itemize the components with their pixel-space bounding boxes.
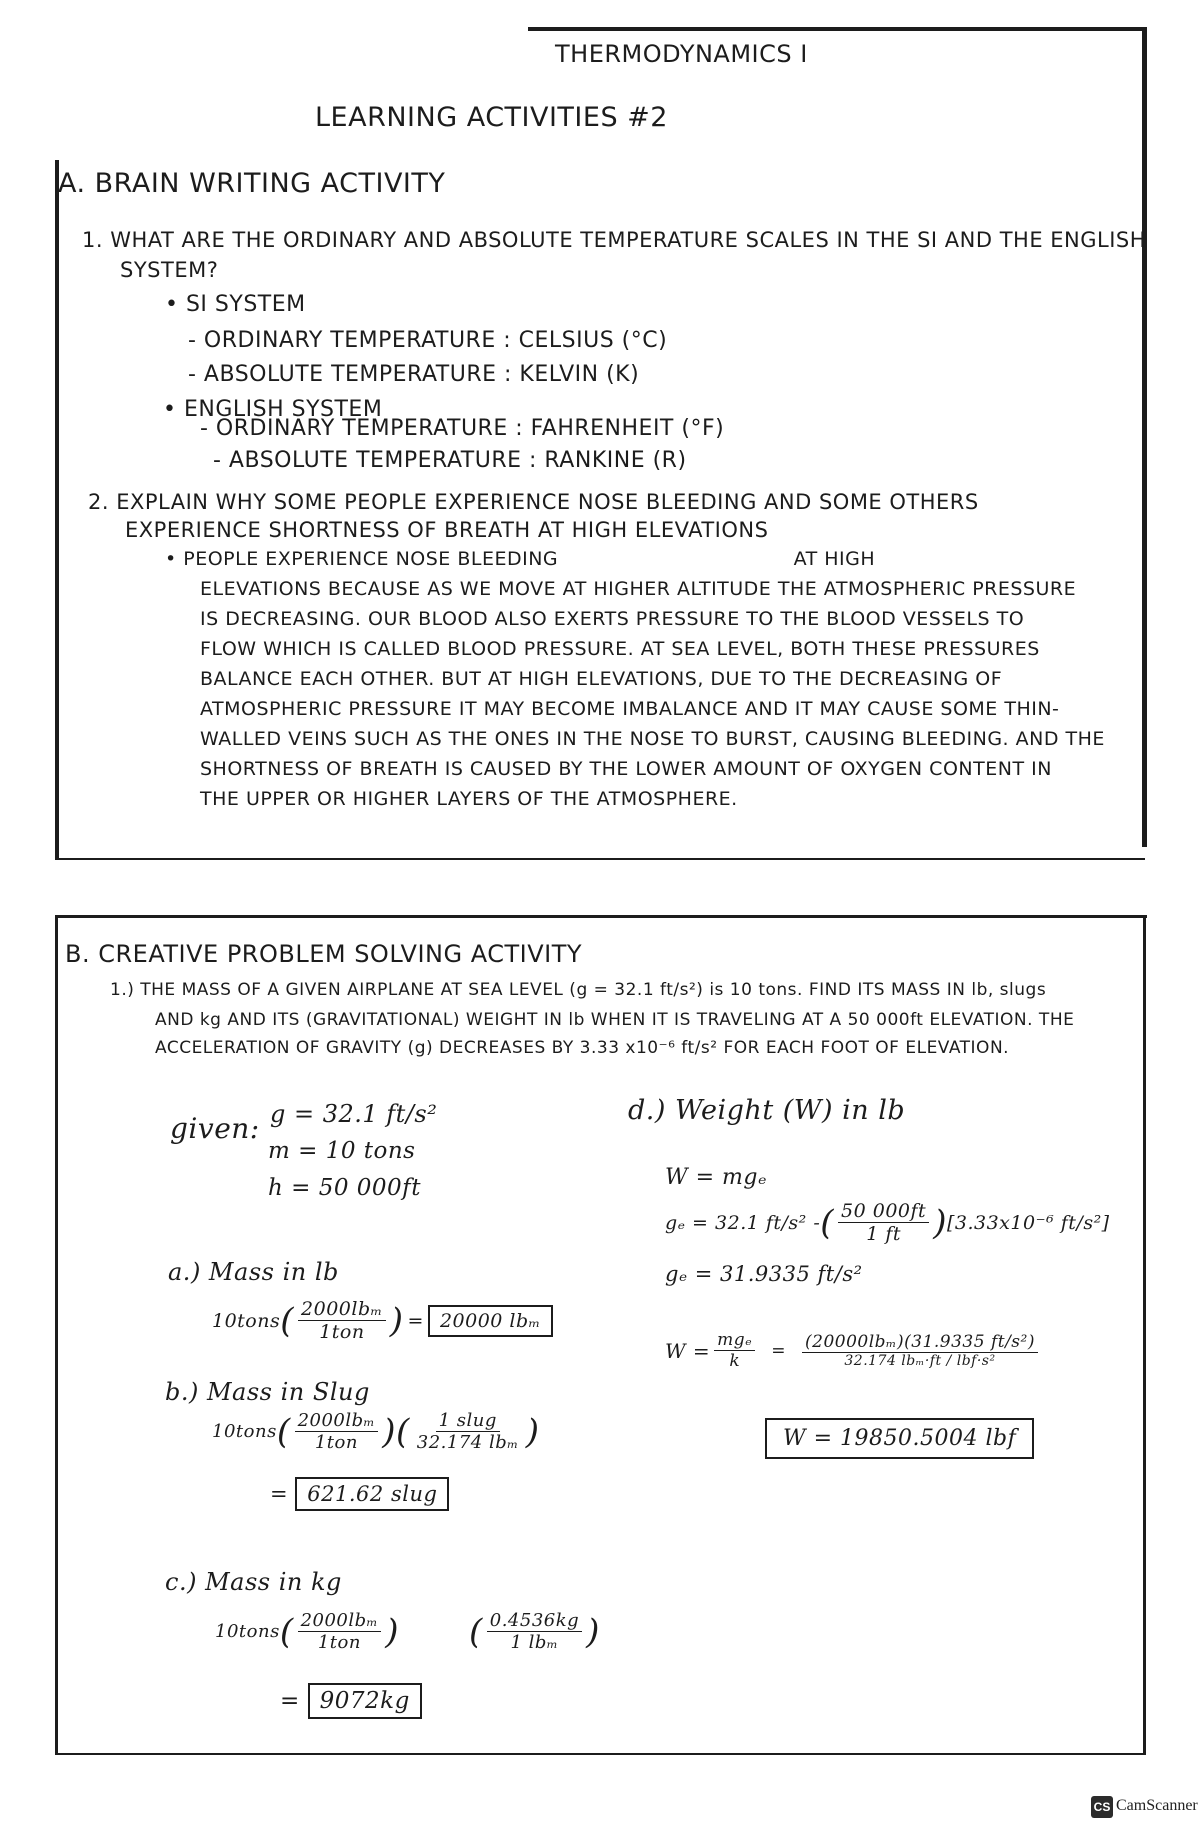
page-2-top-border: [55, 915, 1147, 918]
part-c-fraction-2: [487, 1610, 582, 1653]
paren-close: ): [385, 1611, 399, 1652]
part-a-fraction: [298, 1298, 386, 1343]
paren-close: ): [933, 1202, 947, 1243]
part-b-calculation: [212, 1410, 540, 1453]
part-a-calculation: [212, 1298, 553, 1343]
part-d-g-lead: gₑ = 32.1 ft/s² -: [665, 1211, 821, 1234]
part-c-num-1: 2000lbₘ: [298, 1610, 382, 1632]
page-1-top-border: [528, 27, 1146, 31]
part-d-w-fraction-2: [802, 1332, 1038, 1369]
part-d-gravity-result: gₑ = 31.9335 ft/s²: [665, 1262, 863, 1286]
si-system-heading: • SI SYSTEM: [165, 292, 306, 317]
part-d-answer: W = 19850.5004 lbf: [765, 1418, 1034, 1459]
part-b-num-1: 2000lbₘ: [295, 1410, 379, 1432]
english-absolute-temperature: - ABSOLUTE TEMPERATURE : RANKINE (R): [213, 448, 687, 473]
camscanner-logo: CS: [1091, 1796, 1113, 1818]
question-1-line-1: 1. WHAT ARE THE ORDINARY AND ABSOLUTE TEMPERATURE SCALES IN THE SI AND THE ENGLISH: [82, 228, 1147, 252]
course-title: THERMODYNAMICS I: [555, 40, 808, 68]
question-2-line-1: 2. EXPLAIN WHY SOME PEOPLE EXPERIENCE NOSE BLEEDING AND SOME OTHERS: [88, 490, 979, 514]
part-d-g-tail: [3.33x10⁻⁶ ft/s²]: [946, 1211, 1110, 1234]
part-b-result: [270, 1482, 449, 1506]
answer-line: ELEVATIONS BECAUSE AS WE MOVE AT HIGHER ALTITUDE THE ATMOSPHERIC PRESSURE: [200, 578, 1077, 600]
part-c-den-2: 1 lbₘ: [510, 1632, 559, 1653]
answer-line: IS DECREASING. OUR BLOOD ALSO EXERTS PRESSURE TO THE BLOOD VESSELS TO: [200, 608, 1025, 630]
part-a-num: 2000lbₘ: [298, 1298, 386, 1321]
page-1-right-border: [1142, 27, 1147, 847]
english-ordinary-temperature: - ORDINARY TEMPERATURE : FAHRENHEIT (°F): [200, 416, 725, 441]
page-2-right-border: [1143, 915, 1146, 1755]
si-absolute-temperature: - ABSOLUTE TEMPERATURE : KELVIN (K): [188, 362, 640, 387]
part-c-label: c.) Mass in kg: [165, 1568, 342, 1596]
part-b-lead: 10tons: [212, 1421, 277, 1442]
answer-line: WALLED VEINS SUCH AS THE ONES IN THE NOSE TO BURST, CAUSING BLEEDING. AND THE: [200, 728, 1105, 750]
question-1-line-2: SYSTEM?: [120, 258, 219, 282]
paren-open: (: [276, 1411, 291, 1452]
problem-line: 1.) THE MASS OF A GIVEN AIRPLANE AT SEA LEVEL (g = 32.1 ft/s²) is 10 tons. FIND ITS MASS IN lb, slugs: [110, 980, 1047, 1000]
paren-close: ): [586, 1611, 600, 1652]
english-system-heading: • ENGLISH SYSTEM: [163, 397, 383, 422]
part-c-answer: 9072kg: [308, 1683, 422, 1719]
part-d-w-equals: =: [771, 1340, 787, 1361]
part-c-calculation: [215, 1610, 600, 1653]
given-m: m = 10 tons: [268, 1138, 416, 1164]
part-a-label: a.) Mass in lb: [168, 1258, 339, 1286]
part-a-answer: 20000 lbₘ: [428, 1305, 553, 1337]
part-b-label: b.) Mass in Slug: [165, 1378, 370, 1406]
answer-line: • PEOPLE EXPERIENCE NOSE BLEEDING AT HIGH: [165, 548, 876, 570]
answer-line: THE UPPER OR HIGHER LAYERS OF THE ATMOSPHERE.: [200, 788, 738, 810]
paren-open: (: [820, 1202, 835, 1243]
part-d-w-den-1: k: [729, 1351, 741, 1371]
part-d-label: d.) Weight (W) in lb: [628, 1095, 906, 1126]
problem-line: AND kg AND ITS (GRAVITATIONAL) WEIGHT IN lb WHEN IT IS TRAVELING AT A 50 000ft ELEVATION. THE: [155, 1010, 1075, 1030]
part-b-fraction-1: [295, 1410, 379, 1453]
part-b-den-1: 1ton: [314, 1432, 358, 1453]
paren-open: (: [468, 1611, 483, 1652]
part-d-w-fraction-1: [714, 1330, 755, 1371]
given-label: given:: [170, 1112, 260, 1145]
part-c-lead: 10tons: [215, 1621, 280, 1642]
answer-line: SHORTNESS OF BREATH IS CAUSED BY THE LOWER AMOUNT OF OXYGEN CONTENT IN: [200, 758, 1052, 780]
paren-close: ): [382, 1411, 396, 1452]
part-d-weight-formula: W = mgₑ: [665, 1165, 767, 1190]
page-1-left-border: [55, 160, 59, 860]
part-d-g-num: 50 000ft: [838, 1200, 929, 1223]
part-d-g-fraction: [838, 1200, 929, 1245]
page-1-bottom-border: [55, 858, 1145, 860]
question-2-line-2: EXPERIENCE SHORTNESS OF BREATH AT HIGH ELEVATIONS: [125, 518, 769, 542]
part-a-den: 1ton: [319, 1321, 365, 1343]
si-ordinary-temperature: - ORDINARY TEMPERATURE : CELSIUS (°C): [188, 328, 668, 353]
paren-open: (: [395, 1411, 410, 1452]
answer-line: BALANCE EACH OTHER. BUT AT HIGH ELEVATIONS, DUE TO THE DECREASING OF: [200, 668, 1003, 690]
part-c-den-1: 1ton: [317, 1632, 361, 1653]
part-d-w-lead: W =: [665, 1338, 711, 1363]
given-g: g = 32.1 ft/s²: [270, 1100, 438, 1128]
part-c-equals: =: [280, 1688, 300, 1714]
answer-line: FLOW WHICH IS CALLED BLOOD PRESSURE. AT SEA LEVEL, BOTH THESE PRESSURES: [200, 638, 1040, 660]
part-a-equals: =: [407, 1309, 424, 1332]
paren-open: (: [280, 1300, 295, 1341]
part-d-w-num-1: mgₑ: [714, 1330, 755, 1351]
part-a-lead: 10tons: [212, 1309, 281, 1332]
paren-close: ): [525, 1411, 540, 1452]
paren-open: (: [279, 1611, 294, 1652]
section-b-heading: B. CREATIVE PROBLEM SOLVING ACTIVITY: [65, 940, 583, 968]
part-b-answer: 621.62 slug: [295, 1477, 449, 1511]
part-d-w-den-2: 32.174 lbₘ·ft / lbf·s²: [844, 1353, 996, 1369]
part-d-weight-equation: [665, 1330, 1042, 1371]
part-b-fraction-2: [414, 1410, 522, 1453]
problem-line: ACCELERATION OF GRAVITY (g) DECREASES BY 3.33 x10⁻⁶ ft/s² FOR EACH FOOT OF ELEVATION.: [155, 1038, 1010, 1058]
part-d-gravity-equation: [665, 1200, 1110, 1245]
activity-title: LEARNING ACTIVITIES #2: [315, 102, 668, 133]
section-a-heading: A. BRAIN WRITING ACTIVITY: [58, 168, 446, 199]
page-2-bottom-border: [55, 1753, 1146, 1755]
given-h: h = 50 000ft: [268, 1175, 421, 1201]
camscanner-watermark: CamScanner: [1116, 1797, 1198, 1814]
part-c-num-2: 0.4536kg: [487, 1610, 582, 1632]
part-d-g-den: 1 ft: [866, 1223, 901, 1245]
part-b-equals: =: [270, 1482, 289, 1506]
answer-line: ATMOSPHERIC PRESSURE IT MAY BECOME IMBALANCE AND IT MAY CAUSE SOME THIN-: [200, 698, 1060, 720]
page-2-left-border: [55, 915, 58, 1755]
paren-close: ): [389, 1300, 404, 1341]
part-b-den-2: 32.174 lbₘ: [416, 1432, 519, 1453]
part-c-fraction-1: [298, 1610, 382, 1653]
part-b-num-2: 1 slug: [436, 1410, 500, 1432]
part-d-w-num-2: (20000lbₘ)(31.9335 ft/s²): [802, 1332, 1038, 1353]
part-c-result: [280, 1688, 422, 1714]
